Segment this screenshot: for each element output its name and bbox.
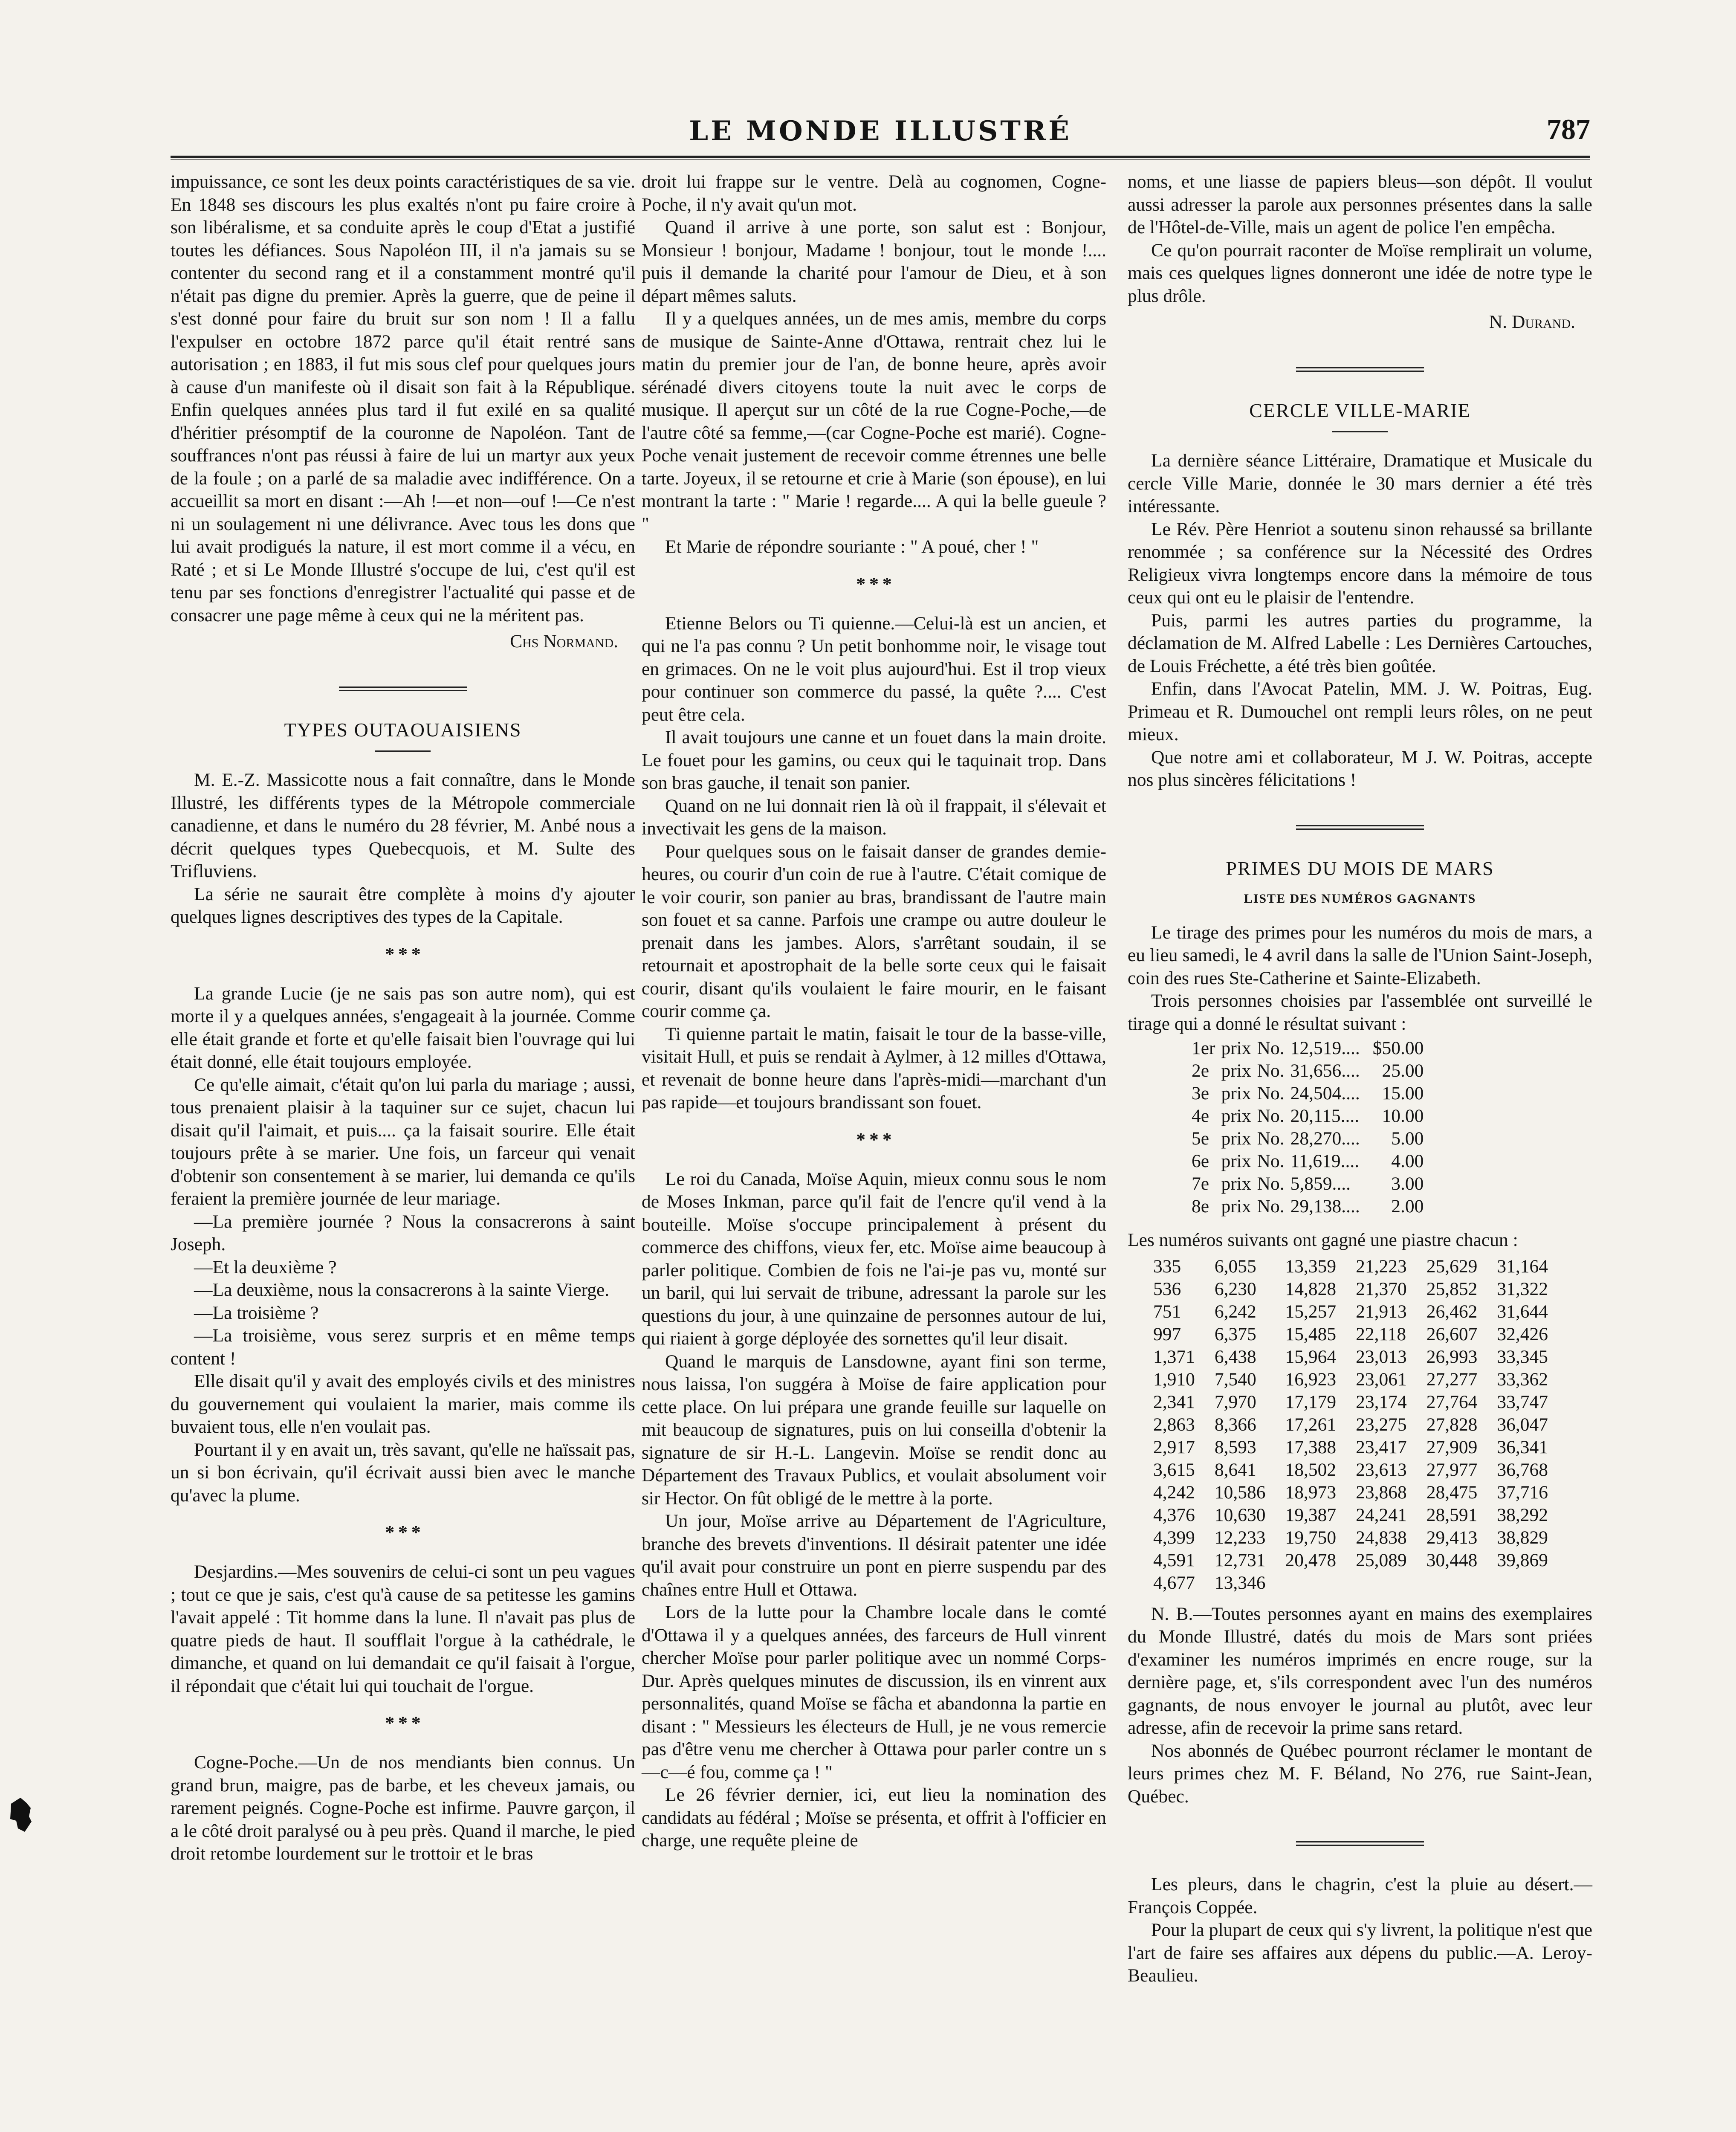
winning-number: 6,230 [1214, 1278, 1256, 1299]
winning-number: 22,118 [1356, 1324, 1406, 1344]
prize-label: prix [1221, 1128, 1251, 1149]
quote-paragraph: Pour la plupart de ceux qui s'y livrent, la politique n'est que l'art de faire ses affaires aux dépens du public.—A. Leroy-Beaulieu. [1128, 1920, 1592, 1986]
winning-number: 3,615 [1153, 1459, 1195, 1480]
prize-row [1192, 1060, 1429, 1082]
winning-number: 23,868 [1356, 1482, 1407, 1503]
numbers-row [1153, 1549, 1568, 1572]
heading-underline [1332, 431, 1388, 432]
article-paragraph: Le roi du Canada, Moïse Aquin, mieux connu sous le nom de Moses Inkman, parce qu'il fait de l'encre qu'il vend à la bouteille. Moïse s'occupe principalement à présent du commerce des chiffons, vieux fer, etc. Moïse aime beaucoup à parler politique. Combien de fois ne l'ai-je pas vu, monté sur un baril, qui lui servait de tribune, adressant la parole sur les questions du jour, à une quinzaine de personnes autour de lui, qui riaient à gorge déployée des sornettes qu'il leur disait. [642, 1168, 1106, 1349]
winning-number: 28,591 [1426, 1504, 1478, 1525]
section-heading: TYPES OUTAOUAISIENS [284, 718, 522, 741]
prize-label: prix [1221, 1173, 1251, 1194]
numbers-row [1153, 1481, 1568, 1504]
numbers-row [1153, 1504, 1568, 1527]
dialogue-line: —La deuxième, nous la consacrerons à la sainte Vierge. [194, 1280, 610, 1300]
article-paragraph: Le tirage des primes pour les numéros du mois de mars, a eu lieu samedi, le 4 avril dans la salle de l'Union Saint-Joseph, coin des rues Ste-Catherine et Sainte-Elizabeth. [1128, 922, 1592, 988]
article-paragraph: Quand le marquis de Lansdowne, ayant fini son terme, nous laissa, l'on suggéra à Moïse de faire application pour cette place. On lui prépara une grande feuille sur laquelle on mit beaucoup de signatures, puis on lui conseilla d'obtenir la signature de sir H.-L. Langevin. Moïse se rendit donc au Département des Travaux Publics, et voulait absolument voir sir Hector. On fût obligé de le mettre à la porte. [642, 1351, 1106, 1509]
winning-number: 6,375 [1214, 1324, 1256, 1344]
dialogue-line: —Et la deuxième ? [194, 1257, 337, 1277]
prize-no: No. [1257, 1083, 1285, 1104]
winning-number: 15,257 [1285, 1301, 1337, 1322]
article-paragraph: M. E.-Z. Massicotte nous a fait connaître, dans le Monde Illustré, les différents types de la Métropole commerciale canadienne, et dans le numéro du 28 février, M. Anbé nous a décrit quelques types Quebecquois, et M. Sulte des Trifluviens. [171, 770, 635, 881]
prize-rank: 2e [1192, 1060, 1209, 1081]
winning-number: 15,964 [1285, 1346, 1337, 1367]
winning-number: 36,047 [1497, 1414, 1548, 1435]
winning-number: 23,417 [1356, 1437, 1407, 1457]
numbers-row [1153, 1255, 1568, 1278]
numbers-row [1153, 1301, 1568, 1323]
winning-number: 26,607 [1426, 1324, 1478, 1344]
winning-number: 15,485 [1285, 1324, 1337, 1344]
prize-num: 31,656.... [1290, 1060, 1360, 1081]
winning-number [1497, 1572, 1568, 1594]
article-paragraph: Trois personnes choisies par l'assemblée ont surveillé le tirage qui a donné le résultat suivant : [1128, 991, 1592, 1034]
numbers-row [1153, 1346, 1568, 1368]
prize-num: 11,619.... [1290, 1151, 1360, 1171]
winning-number: 36,341 [1497, 1437, 1548, 1457]
prize-num: 29,138.... [1290, 1196, 1360, 1217]
winning-number: 2,917 [1153, 1437, 1195, 1457]
winning-number: 23,061 [1356, 1369, 1407, 1390]
pointing-hand-icon [8, 1795, 34, 1834]
prize-rank: 5e [1192, 1128, 1209, 1149]
prize-rank: 8e [1192, 1196, 1209, 1217]
winning-number: 12,731 [1214, 1550, 1266, 1570]
prize-rank: 6e [1192, 1151, 1209, 1171]
winning-number: 33,747 [1497, 1391, 1548, 1412]
winning-number: 25,852 [1426, 1278, 1478, 1299]
prize-no: No. [1257, 1060, 1285, 1081]
winning-number: 6,242 [1214, 1301, 1256, 1322]
winning-number: 12,233 [1214, 1527, 1266, 1548]
asterism: * * * [856, 573, 892, 594]
dialogue-line: —La première journée ? Nous la consacrerons à saint Joseph. [171, 1211, 635, 1254]
winning-number: 751 [1153, 1301, 1181, 1322]
dialogue-line: —La troisième ? [194, 1302, 319, 1323]
winning-number: 23,013 [1356, 1346, 1407, 1367]
prize-label: prix [1221, 1083, 1251, 1104]
article-paragraph: Cogne-Poche.—Un de nos mendiants bien connus. Un grand brun, maigre, pas de barbe, et les cheveux jamais, ou rarement peignés. Cogne-Poche est infirme. Pauvre garçon, il a le côté droit paralysé ou à peu près. Quand il marche, le pied droit retombe lourdement sur le trottoir et le bras [171, 1752, 635, 1864]
winning-number: 27,828 [1426, 1414, 1478, 1435]
winning-number: 997 [1153, 1324, 1181, 1344]
winning-number: 23,174 [1356, 1391, 1407, 1412]
article-paragraph: Elle disait qu'il y avait des employés civils et des ministres du gouvernement qui voulaient la marier, mais comme ils buvaient tous, elle n'en voulait pas. [171, 1371, 635, 1437]
article-paragraph: Le 26 février dernier, ici, eut lieu la nomination des candidats au fédéral ; Moïse se présenta, et offrit à l'officier en charge, une requête pleine de [642, 1784, 1106, 1851]
winning-number: 1,371 [1153, 1346, 1195, 1367]
prize-no: No. [1257, 1151, 1285, 1171]
winning-number: 24,241 [1356, 1504, 1407, 1525]
article-paragraph: Que notre ami et collaborateur, M J. W. Poitras, accepte nos plus sincères félicitations ! [1128, 747, 1592, 790]
column-3 [1128, 171, 1592, 1987]
numbers-row [1153, 1278, 1568, 1301]
winning-number: 2,863 [1153, 1414, 1195, 1435]
winning-number: 25,629 [1426, 1256, 1478, 1277]
winning-number: 17,388 [1285, 1437, 1337, 1457]
prize-num: 28,270.... [1290, 1128, 1360, 1149]
winning-number: 32,426 [1497, 1324, 1548, 1344]
winning-number: 536 [1153, 1278, 1181, 1299]
winning-number [1356, 1572, 1426, 1594]
prize-rank: 3e [1192, 1083, 1209, 1104]
prize-row [1192, 1127, 1429, 1150]
winning-number: 10,630 [1214, 1504, 1266, 1525]
winning-number: 1,910 [1153, 1369, 1195, 1390]
winning-number: 27,977 [1426, 1459, 1478, 1480]
prize-amount: 4.00 [1391, 1151, 1424, 1171]
winning-number: 37,716 [1497, 1482, 1548, 1503]
prize-no: No. [1257, 1128, 1285, 1149]
article-paragraph: Quand il arrive à une porte, son salut est : Bonjour, Monsieur ! bonjour, Madame ! bonjour, tout le monde !.... puis il demande la charité pour l'amour de Dieu, et à son départ mêmes saluts. [642, 217, 1106, 306]
winning-number: 8,641 [1214, 1459, 1256, 1480]
article-paragraph: Un jour, Moïse arrive au Département de l'Agriculture, branche des brevets d'inventions. Il désirait patenter une idée qu'il avait pour construire un pont en pierre suspendu par des chaînes entre Hull et Ottawa. [642, 1511, 1106, 1600]
winning-number: 36,768 [1497, 1459, 1548, 1480]
article-text: impuissance, ce sont les deux points caractéristiques de sa vie. En 1848 ses discours les plus exaltés n'ont pu faire croire à son libéralisme, et sa conduite après le coup d'Etat a justifié toutes les défiances. Sous Napoléon III, il n'a jamais su se contenter du second rang et il a constamment montré qu'il n'était pas digne du premier. Après la guerre, que de peine il s'est donné pour faire du bruit sur son nom ! Il a fallu l'expulser en octobre 1872 parce qu'il était rentré sans autorisation ; en 1883, il fut mis sous clef pour quelques jours à cause d'un manifeste où il disait son fait à la République. Enfin quelques années plus tard il fut exilé en sa qualité d'héritier présomptif de la couronne de Napoléon. Tant de souffrances n'ont pas réussi à faire de lui un martyr aux yeux de la foule ; on a parlé de sa maladie avec indifférence. On a accueillit sa mort en disant :—Ah !—et non—ouf !—Ce n'est ni un soulagement ni une délivrance. Avec tous les dons que lui avait prodigués la nature, il est mort comme il a vécu, en Raté ; et si Le Monde Illustré s'occupe de lui, c'est qu'il est tenu par ses fonctions d'enregistrer l'actualité qui passe et de consacrer une page même à ceux qui ne la méritent pas. [171, 171, 635, 626]
winning-number: 4,399 [1153, 1527, 1195, 1548]
numbers-row [1153, 1527, 1568, 1549]
prize-label: prix [1221, 1060, 1251, 1081]
winning-number: 335 [1153, 1256, 1181, 1277]
winning-number: 24,838 [1356, 1527, 1407, 1548]
winning-number: 19,387 [1285, 1504, 1337, 1525]
prize-row [1192, 1173, 1429, 1195]
winning-number: 2,341 [1153, 1391, 1195, 1412]
prize-amount: $50.00 [1372, 1038, 1424, 1058]
prize-no: No. [1257, 1038, 1285, 1058]
winning-number: 6,055 [1214, 1256, 1256, 1277]
winning-number: 21,223 [1356, 1256, 1407, 1277]
article-paragraph: La série ne saurait être complète à moins d'y ajouter quelques lignes descriptives des types de la Capitale. [171, 884, 635, 927]
winning-number: 8,366 [1214, 1414, 1256, 1435]
winning-number: 33,362 [1497, 1369, 1548, 1390]
article-paragraph: Enfin, dans l'Avocat Patelin, MM. J. W. Poitras, Eug. Primeau et R. Dumouchel ont rempli leurs rôles, on ne peut mieux. [1128, 678, 1592, 744]
article-paragraph: Nos abonnés de Québec pourront réclamer le montant de leurs primes chez M. F. Béland, No 276, rue Saint-Jean, Québec. [1128, 1740, 1592, 1807]
article-paragraph: Il avait toujours une canne et un fouet dans la main droite. Le fouet pour les gamins, ou ceux qui le taquinait trop. Dans son bras gauche, il tenait son panier. [642, 727, 1106, 793]
winning-number: 33,345 [1497, 1346, 1548, 1367]
winning-number: 4,591 [1153, 1550, 1195, 1570]
winning-number: 38,292 [1497, 1504, 1548, 1525]
prize-rank: 4e [1192, 1106, 1209, 1126]
winning-number: 31,164 [1497, 1256, 1548, 1277]
winning-number [1285, 1572, 1356, 1594]
asterism: * * * [385, 943, 421, 965]
prize-amount: 15.00 [1382, 1083, 1424, 1104]
prize-label: prix [1221, 1038, 1251, 1058]
article-paragraph: Ce qu'on pourrait raconter de Moïse remplirait un volume, mais ces quelques lignes donneront une idée de notre type le plus drôle. [1128, 240, 1592, 306]
prize-num: 12,519.... [1290, 1038, 1360, 1058]
prize-label: prix [1221, 1196, 1251, 1217]
numbers-row [1153, 1323, 1568, 1346]
article-paragraph: La dernière séance Littéraire, Dramatique et Musicale du cercle Ville Marie, donnée le 30 mars dernier a été très intéressante. [1128, 450, 1592, 516]
prize-row [1192, 1082, 1429, 1105]
winning-number: 27,277 [1426, 1369, 1478, 1390]
winning-number: 4,376 [1153, 1504, 1195, 1525]
prize-no: No. [1257, 1196, 1285, 1217]
numbers-row [1153, 1436, 1568, 1459]
winning-number: 27,909 [1426, 1437, 1478, 1457]
winning-number: 13,359 [1285, 1256, 1337, 1277]
winning-number: 19,750 [1285, 1527, 1337, 1548]
section-subheading: LISTE DES NUMÉROS GAGNANTS [1244, 892, 1476, 906]
winning-number: 31,644 [1497, 1301, 1548, 1322]
article-paragraph: Il y a quelques années, un de mes amis, membre du corps de musique de Sainte-Anne d'Ottawa, rentrait chez lui le matin du premier jour de l'an, de bonne heure, après avoir sérénadé divers citoyens toute la nuit avec le corps de musique. Il aperçut sur un côté de la rue Cogne-Poche,—de l'autre côté sa femme,—(car Cogne-Poche est marié). Cogne-Poche venait justement de recevoir comme étrennes une belle tarte. Joyeux, il se retourne et crie à Marie (son épouse), en lui montrant la tarte : " Marie ! regarde.... A qui la belle gueule ? " [642, 308, 1106, 534]
winning-number: 31,322 [1497, 1278, 1548, 1299]
author-signature: N. Durand. [1489, 312, 1575, 332]
numbers-row [1153, 1368, 1568, 1391]
prize-num: 24,504.... [1290, 1083, 1360, 1104]
section-heading: CERCLE VILLE-MARIE [1249, 399, 1471, 421]
newspaper-title: LE MONDE ILLUSTRÉ [689, 115, 1072, 147]
winning-number: 38,829 [1497, 1527, 1548, 1548]
quote-paragraph: Les pleurs, dans le chagrin, c'est la pluie au désert.—François Coppée. [1128, 1874, 1592, 1918]
prize-amount: 3.00 [1391, 1173, 1424, 1194]
heading-underline [375, 750, 431, 752]
winning-number: 23,275 [1356, 1414, 1407, 1435]
winning-number: 26,462 [1426, 1301, 1478, 1322]
prize-amount: 25.00 [1382, 1060, 1424, 1081]
winning-number: 21,913 [1356, 1301, 1407, 1322]
winning-number: 39,869 [1497, 1550, 1548, 1570]
winning-number: 28,475 [1426, 1482, 1478, 1503]
numbers-row [1153, 1459, 1568, 1481]
winning-number: 26,993 [1426, 1346, 1478, 1367]
numbers-row [1153, 1391, 1568, 1414]
winning-number: 29,413 [1426, 1527, 1478, 1548]
article-paragraph: Desjardins.—Mes souvenirs de celui-ci sont un peu vagues ; tout ce que je sais, c'est qu'à cause de sa petitesse les gamins l'avait appelé : Tit homme dans la lune. Il n'avait pas plus de quatre pieds de haut. Il soufflait l'orgue à la cathédrale, le dimanche, et quand on lui demandait ce qu'il faisait à l'orgue, il répondait que c'était lui qui touchait de l'orgue. [171, 1561, 635, 1696]
winning-number: 20,478 [1285, 1550, 1337, 1570]
prize-rank: 1er [1192, 1038, 1215, 1058]
winning-number: 13,346 [1214, 1572, 1266, 1593]
winning-number: 16,923 [1285, 1369, 1337, 1390]
article-paragraph: Quand on ne lui donnait rien là où il frappait, il s'élevait et invectivait les gens de la maison. [642, 795, 1106, 839]
article-paragraph: noms, et une liasse de papiers bleus—son dépôt. Il voulut aussi adresser la parole aux personnes présentes dans la salle de l'Hôtel-de-Ville, mais un agent de police l'en empêcha. [1128, 171, 1592, 238]
section-divider [1296, 367, 1424, 372]
article-paragraph: Et Marie de répondre souriante : " A poué, cher ! " [665, 536, 1039, 557]
section-divider [1296, 825, 1424, 830]
prize-row [1192, 1150, 1429, 1173]
prize-num: 5,859.... [1290, 1173, 1351, 1194]
article-paragraph: Ce qu'elle aimait, c'était qu'on lui parla du mariage ; aussi, tous prenaient plaisir à la taquiner sur ce sujet, chacun lui disait qu'il l'aimait, et puis.... ça la faisait sourire. Elle était toujours prête à se marier. Une fois, un farceur qui venait d'obtenir son consentement à se marier, lui demanda ce qu'ils feraient la première journée de leur mariage. [171, 1074, 635, 1209]
prize-no: No. [1257, 1173, 1285, 1194]
article-paragraph: Lors de la lutte pour la Chambre locale dans le comté d'Ottawa il y a quelques années, des farceurs de Hull vinrent chercher Moïse pour parler politique avec un nommé Corps-Dur. Après quelques minutes de discussion, ils en vinrent aux personnalités, quand Moïse se fâcha et abandonna la partie en disant : " Messieurs les électeurs de Hull, je ne vous remercie pas d'être venu me chercher à Ottawa pour parler contre un s—c—é fou, comme ça ! " [642, 1602, 1106, 1782]
section-divider [339, 687, 467, 691]
winning-number: 14,828 [1285, 1278, 1337, 1299]
column-2 [642, 171, 1106, 1852]
article-paragraph: Les numéros suivants ont gagné une piastre chacun : [1128, 1230, 1518, 1250]
section-divider [1296, 1841, 1424, 1846]
prize-amount: 10.00 [1382, 1106, 1424, 1126]
article-paragraph: La grande Lucie (je ne sais pas son autre nom), qui est morte il y a quelques années, s'engageait à la journée. Comme elle était grande et forte et qu'elle faisait bien l'ouvrage qui lui était donné, elle était toujours employée. [171, 983, 635, 1072]
article-paragraph: Etienne Belors ou Ti quienne.—Celui-là est un ancien, et qui ne l'a pas connu ? Un petit bonhomme noir, le visage tout en grimaces. On ne le voit plus aujourd'hui. Est il trop vieux pour continuer son commerce du passé, la quête ?.... C'est peut être cela. [642, 613, 1106, 725]
winning-number: 27,764 [1426, 1391, 1478, 1412]
asterism: * * * [856, 1129, 892, 1150]
winning-number: 30,448 [1426, 1550, 1478, 1570]
dialogue-line: —La troisième, vous serez surpris et en même temps content ! [171, 1325, 635, 1369]
section-heading: PRIMES DU MOIS DE MARS [1226, 857, 1494, 879]
article-paragraph: Puis, parmi les autres parties du programme, la déclamation de M. Alfred Labelle : Les Dernières Cartouches, de Louis Fréchette, a été très bien goûtée. [1128, 610, 1592, 676]
prize-row [1192, 1195, 1429, 1218]
masthead [171, 107, 1590, 154]
prize-rank: 7e [1192, 1173, 1209, 1194]
article-paragraph: N. B.—Toutes personnes ayant en mains des exemplaires du Monde Illustré, datés du mois de Mars sont priées d'examiner les numéros imprimés en encre rouge, sur la dernière page, et, s'ils correspondent avec l'un des numéros gagnants, de nous envoyer le journal au plutôt, avec leur adresse, afin de recevoir la prime sans retard. [1128, 1603, 1592, 1738]
prize-row [1192, 1105, 1429, 1127]
asterism: * * * [385, 1712, 421, 1733]
winning-number: 6,438 [1214, 1346, 1256, 1367]
prize-label: prix [1221, 1106, 1251, 1126]
author-signature: Chs Normand. [510, 631, 618, 652]
header-rule [171, 156, 1590, 160]
prize-table [1192, 1037, 1429, 1218]
winning-number [1426, 1572, 1497, 1594]
article-paragraph: Ti quienne partait le matin, faisait le tour de la basse-ville, visitait Hull, et puis se rendait à Aylmer, à 12 milles d'Ottawa, et revenait de bonne heure dans l'après-midi—marchant d'un pas rapide—et toujours brandissant son fouet. [642, 1023, 1106, 1112]
winning-number: 25,089 [1356, 1550, 1407, 1570]
article-paragraph: Pour quelques sous on le faisait danser de grandes demie-heures, ou courir d'un coin de rue à l'autre. C'était comique de le voir courir, son panier au bras, brandissant de l'autre main son fouet et sa canne. Parfois une crampe ou autre douleur le prenait dans les jambes. Alors, s'arrêtant soudain, il se retournait et apostrophait de la belle sorte ceux qui le faisait courir, disant qu'ils voulaient le faire mourir, en le faisant courir comme ça. [642, 841, 1106, 1021]
winning-number: 23,613 [1356, 1459, 1407, 1480]
prize-label: prix [1221, 1151, 1251, 1171]
prize-amount: 2.00 [1391, 1196, 1424, 1217]
prize-num: 20,115.... [1290, 1106, 1360, 1126]
article-paragraph: Le Rév. Père Henriot a soutenu sinon rehaussé sa brillante renommée ; sa conférence sur la Nécessité des Ordres Religieux vivra longtemps encore dans la mémoire de tous ceux qui ont eu le plaisir de l'entendre. [1128, 519, 1592, 608]
winning-number: 7,970 [1214, 1391, 1256, 1412]
winning-number: 10,586 [1214, 1482, 1266, 1503]
winning-number: 21,370 [1356, 1278, 1407, 1299]
winning-number: 17,261 [1285, 1414, 1337, 1435]
winning-number: 18,973 [1285, 1482, 1337, 1503]
winning-numbers-table [1153, 1255, 1568, 1594]
winning-number: 4,677 [1153, 1572, 1195, 1593]
article-paragraph: Pourtant il y en avait un, très savant, qu'elle ne haïssait pas, un si bon écrivain, qu'il écrivait aussi bien avec le manche qu'avec la plume. [171, 1439, 635, 1506]
winning-number: 17,179 [1285, 1391, 1337, 1412]
winning-number: 8,593 [1214, 1437, 1256, 1457]
winning-number: 4,242 [1153, 1482, 1195, 1503]
winning-number: 18,502 [1285, 1459, 1337, 1480]
numbers-row [1153, 1572, 1568, 1594]
asterism: * * * [385, 1522, 421, 1543]
article-paragraph: droit lui frappe sur le ventre. Delà au cognomen, Cogne-Poche, il n'y avait qu'un mot. [642, 171, 1106, 215]
page-number: 787 [1547, 113, 1590, 145]
winning-number: 7,540 [1214, 1369, 1256, 1390]
prize-amount: 5.00 [1391, 1128, 1424, 1149]
column-1 [171, 171, 635, 1866]
prize-row [1192, 1037, 1429, 1060]
numbers-row [1153, 1414, 1568, 1436]
prize-no: No. [1257, 1106, 1285, 1126]
